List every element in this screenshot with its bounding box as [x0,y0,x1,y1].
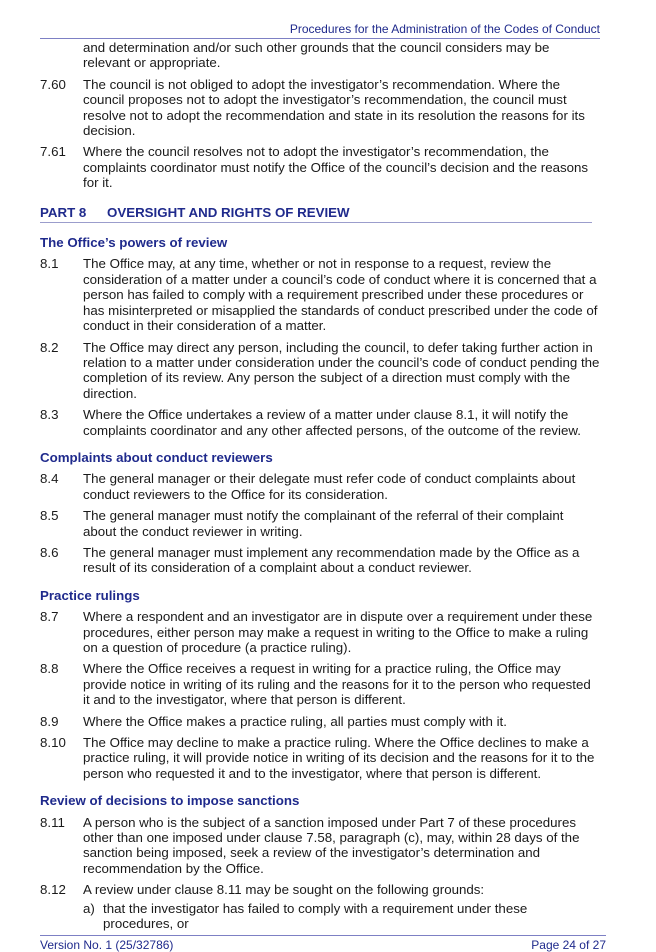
clause-number: 8.8 [40,661,59,677]
clause-number: 8.12 [40,882,66,898]
clause-8-12 [40,882,600,897]
clause-number: 8.1 [40,256,59,272]
header-title: Procedures for the Administration of the Codes of Conduct [289,22,600,36]
page-footer [40,935,606,952]
clause-text: Where the Office makes a practice ruling, all parties must comply with it. [83,713,507,729]
clause-8-1 [40,256,600,333]
clause-8-3 [40,407,600,438]
clause-8-10 [40,735,600,781]
clause-text: A person who is the subject of a sanction imposed under Part 7 of these procedures other than one imposed under clause 7.58, paragraph (c), may, within 28 days of the sanction being imposed, seek a review of the investigator’s determination and recommendation by the Office. [83,814,580,876]
section-heading: The Office’s powers of review [40,235,228,251]
section-heading: Practice rulings [40,587,140,603]
document-body [40,40,600,932]
sub-paragraph-text: that the investigator has failed to comply with a requirement under these procedures, or [103,900,528,932]
clause-text: The general manager must notify the complainant of the referral of their complaint about the conduct reviewer in writing. [83,508,564,539]
clause-number: 8.3 [40,407,59,423]
sub-paragraph-a [83,901,600,932]
clause-text: The Office may, at any time, whether or not in response to a request, review the consideration of a matter under a council’s code of conduct where it is concerned that a person has failed to comply with a requirement prescribed under these procedures or has misinterpreted or misapplied the standards of conduct prescribed under the code of conduct in their consideration of a matter. [83,256,598,334]
clause-number: 8.6 [40,544,59,560]
clause-text: The general manager must implement any recommendation made by the Office as a result of its consideration of a complaint about a conduct reviewer. [83,544,580,576]
clause-text: Where the Office undertakes a review of a matter under clause 8.1, it will notify the complaints coordinator and any other affected persons, of the outcome of the review. [83,407,581,438]
clause-text: A review under clause 8.11 may be sought on the following grounds: [83,882,485,898]
clause-8-2 [40,340,600,402]
section-heading: Review of decisions to impose sanctions [40,793,300,809]
clause-8-8 [40,661,600,707]
version-label: Version No. 1 (25/32786) [40,938,174,952]
part-heading [40,205,592,223]
clause-number: 8.7 [40,609,59,625]
page-header [40,22,600,39]
clause-text: Where the council resolves not to adopt the investigator’s recommendation, the complaints coordinator must notify the Office of the council’s decision and the reasons for it. [83,144,589,191]
clause-text: The general manager or their delegate must refer code of conduct complaints about conduct reviewers to the Office for its consideration. [83,471,576,502]
sub-paragraph-letter: a) [83,900,95,916]
clause-8-9 [40,714,600,729]
clause-text: The Office may direct any person, including the council, to defer taking further action in relation to a matter under consideration under the council’s code of conduct pending the completion of its review. Any person the subject of a direction must comply with the direction. [83,339,600,401]
section-heading: Complaints about conduct reviewers [40,449,273,465]
clause-8-6 [40,545,600,576]
clause-8-5 [40,508,600,539]
clause-number: 8.2 [40,339,59,355]
clause-text: The Office may decline to make a practice ruling. Where the Office declines to make a practice ruling, it will provide notice in writing of its decision and the reasons for it to the person who requested it and to the investigator, where that person is different. [83,735,595,781]
clause-text: The council is not obliged to adopt the investigator’s recommendation. Where the council proposes not to adopt the investigator’s recommendation, the council must resolve not to adopt the recommendation and state in its resolution the reasons for its decision. [83,76,585,139]
clause-number: 8.4 [40,471,59,487]
part-number: PART 8 [40,204,87,220]
clause-7-60 [40,77,600,139]
clause-8-7 [40,609,600,655]
clause-8-4 [40,471,600,502]
clause-7-61 [40,144,600,190]
clause-number: 8.11 [40,814,65,830]
clause-number: 7.61 [40,144,66,160]
clause-number: 7.60 [40,76,66,92]
part-title: OVERSIGHT AND RIGHTS OF REVIEW [107,204,350,220]
clause-number: 8.9 [40,713,59,729]
page-number: Page 24 of 27 [531,938,606,952]
clause-text: Where the Office receives a request in writing for a practice ruling, the Office may provide notice in writing of its ruling and the reasons for it to the person who requested it and to the investigator, where that person is different. [83,661,591,708]
clause-number: 8.5 [40,508,59,524]
clause-8-11 [40,815,600,877]
clause-number: 8.10 [40,735,66,751]
continuation-paragraph: and determination and/or such other grounds that the council considers may be relevant or appropriate. [83,40,550,71]
clause-text: Where a respondent and an investigator are in dispute over a requirement under these procedures, either person may make a request in writing to the Office to make a ruling on a question of procedure (a practice ruling). [83,609,593,655]
